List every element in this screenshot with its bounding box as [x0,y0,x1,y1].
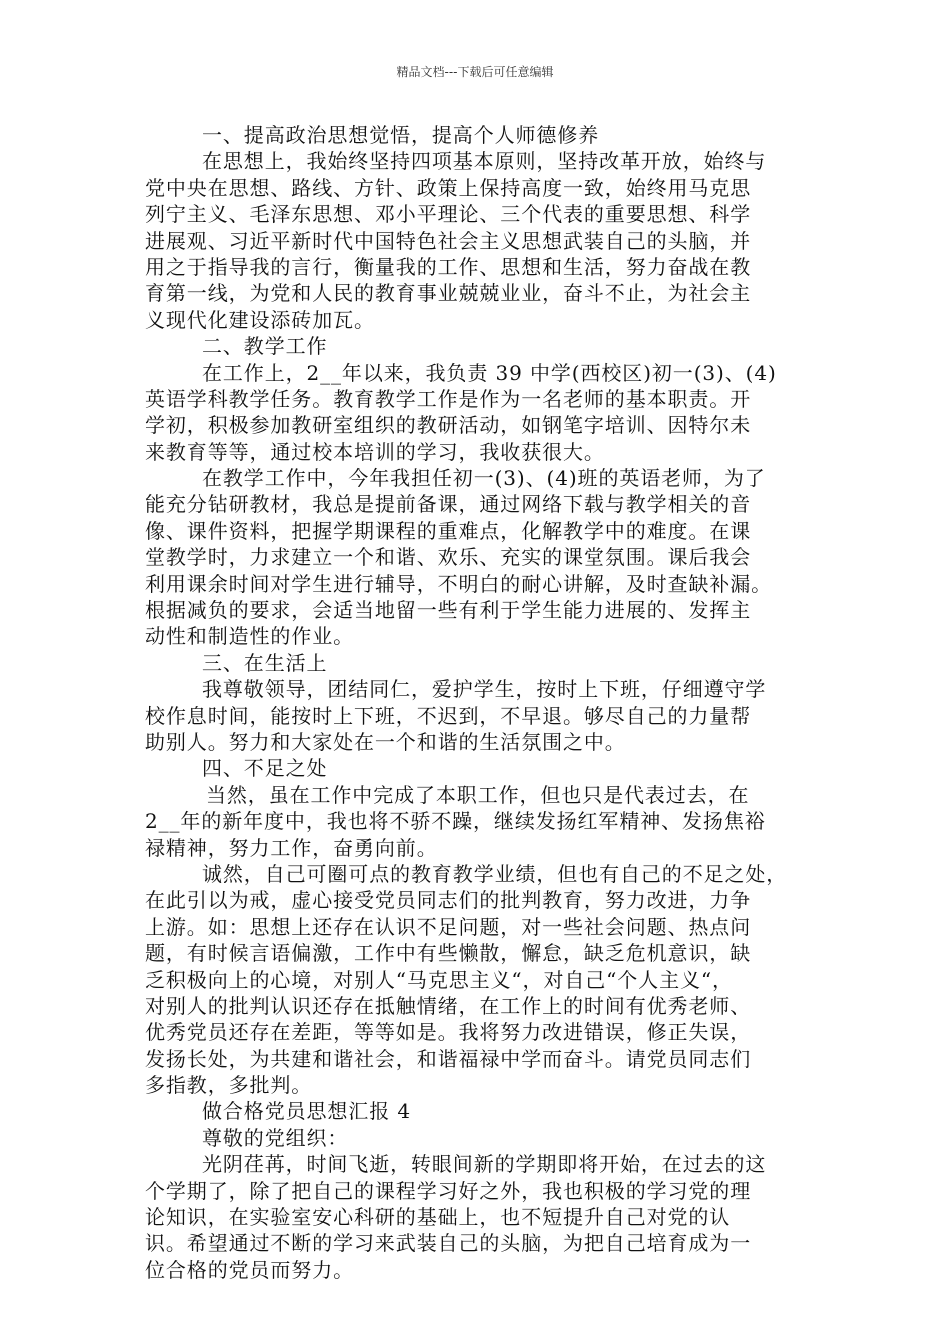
paragraph-line: 堂教学时，力求建立一个和谐、欢乐、充实的课堂氛围。课后我会 [145,545,752,570]
document-body [145,122,805,1283]
paragraph-line: 光阴荏苒，时间飞逝，转眼间新的学期即将开始，在过去的这 [202,1152,767,1177]
section-heading: 三、在生活上 [202,650,328,675]
paragraph-line: 党中央在思想、路线、方针、政策上保持高度一致，始终用马克思 [145,175,752,200]
section-heading: 二、教学工作 [202,334,328,359]
paragraph-line: 在工作上，2__年以来，我负责 39 中学(西校区)初一(3)、(4) [202,360,777,385]
paragraph-line: 育第一线，为党和人民的教育事业兢兢业业，奋斗不止，为社会主 [145,281,752,306]
paragraph-line: 个学期了，除了把自己的课程学习好之外，我也积极的学习党的理 [145,1178,752,1203]
paragraph-line: 优秀党员还存在差距，等等如是。我将努力改进错误，修正失误， [145,1020,752,1045]
section-heading: 一、提高政治思想觉悟，提高个人师德修养 [202,123,600,147]
paragraph-line: 上游。如：思想上还存在认识不足问题，对一些社会问题、热点问 [145,914,752,939]
paragraph-line: 诚然，自己可圈可点的教育教学业绩，但也有自己的不足之处， [202,861,788,886]
paragraph-line: 乏积极向上的心境，对别人“马克思主义“，对自己“个人主义“， [145,967,733,992]
paragraph-line: 我尊敬领导，团结同仁，爱护学生，按时上下班，仔细遵守学 [202,677,767,702]
paragraph-line: 题，有时候言语偏激，工作中有些懒散，懈怠，缺乏危机意识，缺 [145,941,752,966]
paragraph-line: 校作息时间，能按时上下班，不迟到，不早退。够尽自己的力量帮 [145,703,752,728]
paragraph-line: 学初，积极参加教研室组织的教研活动，如钢笔字培训、因特尔未 [145,413,752,438]
paragraph-line: 发扬长处，为共建和谐社会，和谐福禄中学而奋斗。请党员同志们 [145,1046,752,1071]
paragraph-line: 在此引以为戒，虚心接受党员同志们的批判教育，努力改进，力争 [145,888,752,913]
paragraph-line: 动性和制造性的作业。 [145,624,354,649]
paragraph-line: 义现代化建设添砖加瓦。 [145,307,375,332]
paragraph-line: 像、课件资料，把握学期课程的重难点，化解教学中的难度。在课 [145,518,752,543]
paragraph-line: 识。希望通过不断的学习来武装自己的头脑，为把自己培育成为一 [145,1231,752,1256]
salutation: 尊敬的党组织： [202,1125,349,1150]
report-title: 做合格党员思想汇报 4 [202,1099,411,1124]
paragraph-line: 在思想上，我始终坚持四项基本原则，坚持改革开放，始终与 [202,149,767,174]
paragraph-line: 论知识，在实验室安心科研的基础上，也不短提升自己对党的认 [145,1205,731,1230]
paragraph-line: 英语学科教学任务。教育教学工作是作为一名老师的基本职责。开 [145,386,752,411]
page-header: 精品文档---下载后可任意编辑 [396,65,554,79]
paragraph-line: 在教学工作中，今年我担任初一(3)、(4)班的英语老师，为了 [202,466,766,491]
paragraph-line: 进展观、习近平新时代中国特色社会主义思想武装自己的头脑，并 [145,228,752,253]
paragraph-line: 列宁主义、毛泽东思想、邓小平理论、三个代表的重要思想、科学 [145,202,752,227]
section-heading: 四、不足之处 [202,756,328,781]
paragraph-line: 用之于指导我的言行，衡量我的工作、思想和生活，努力奋战在教 [145,254,752,279]
paragraph-line: 多指教，多批判。 [145,1073,313,1098]
paragraph-line: 2__年的新年度中，我也将不骄不躁，继续发扬红军精神、发扬焦裕 [145,809,766,834]
paragraph-line: 根据减负的要求，会适当地留一些有利于学生能力进展的、发挥主 [145,598,752,623]
paragraph-line: 来教育等等，通过校本培训的学习，我收获很大。 [145,439,605,464]
paragraph-line: 助别人。努力和大家处在一个和谐的生活氛围之中。 [145,729,626,754]
paragraph-line: 对别人的批判认识还存在抵触情绪，在工作上的时间有优秀老师、 [145,993,752,1018]
paragraph-line: 能充分钻研教材，我总是提前备课，通过网络下载与教学相关的音 [145,492,752,517]
paragraph-line: 利用课余时间对学生进行辅导，不明白的耐心讲解，及时查缺补漏。 [145,571,772,596]
paragraph-line: 当然，虽在工作中完成了本职工作，但也只是代表过去，在 [206,782,750,807]
paragraph-line: 禄精神，努力工作，奋勇向前。 [145,835,438,860]
paragraph-line: 位合格的党员而努力。 [145,1257,354,1282]
